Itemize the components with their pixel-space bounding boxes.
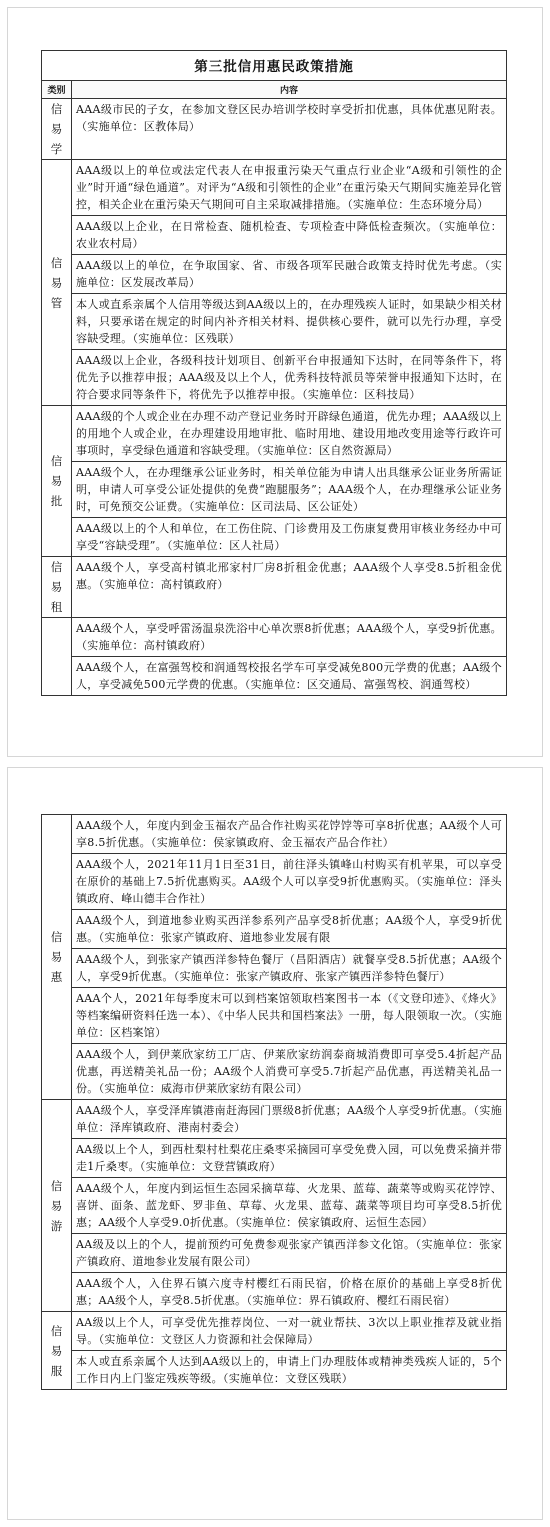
policy-table-part-1: [41, 50, 507, 696]
policy-text: AAA级以上的单位，在争取国家、省、市级各项军民融合政策支持时优先考虑。（实施单位：区发展改革局）: [72, 255, 507, 294]
policy-text: AAA级个人，年度内到运恒生态园采摘草莓、火龙果、蓝莓、蔬菜等或购买花饽饽、喜饼、面条、蓝龙虾、罗非鱼、草莓、火龙果、蓝莓、蔬菜等项目均可享受8.5折优惠；AA级个人享受9.0折优惠。（实施单位：侯家镇政府、运恒生态园）: [72, 1178, 507, 1234]
policy-row: [42, 1273, 507, 1312]
policy-text: AAA级个人，到伊莱欣家纺工厂店、伊莱欣家纺润泰商城消费即可享受5.4折起产品优惠，再送精美礼品一份；AA级个人消费可享受5.7折起产品优惠，再送精美礼品一份。（实施单位：威海市伊莱欣家纺有限公司）: [72, 1044, 507, 1100]
category-cell: [42, 1312, 72, 1390]
category-char: 信: [50, 1178, 63, 1193]
category-char: 信: [50, 560, 63, 574]
policy-text: AAA级以上的单位或法定代表人在申报重污染天气重点行业企业“A级和引领性的企业”时开通“绿色通道”。对评为“A级和引领性的企业”在重污染天气期间实施差异化管控，相关企业在重污染天气期间可自主采取减排措施。（实施单位：生态环境分局）: [72, 160, 507, 216]
policy-text: AAA级个人，享受呼雷汤温泉洗浴中心单次票8折优惠；AAA级个人，享受9折优惠。（实施单位：高村镇政府）: [72, 618, 507, 657]
policy-text: AAA个人，2021年每季度末可以到档案馆领取档案图书一本（《文登印迹》、《烽火》等档案编研资料任选一本）、《中华人民共和国档案法》一册，每人限领取一次。（实施单位：区档案馆）: [72, 988, 507, 1044]
policy-text: AAA级个人，2021年11月1日至31日，前往泽头镇峰山村购买有机苹果，可以享受在原价的基础上7.5折优惠购买。AA级个人可以享受9折优惠购买。（实施单位：泽头镇政府、峰山德丰合作社）: [72, 854, 507, 910]
category-char: 易: [50, 1198, 63, 1213]
policy-row: [42, 1139, 507, 1178]
policy-row: [42, 910, 507, 949]
policy-row: [42, 657, 507, 696]
category-char: 信: [50, 930, 63, 944]
category-char: 惠: [50, 970, 63, 984]
header-content: 内容: [72, 81, 507, 99]
policy-row: [42, 1044, 507, 1100]
document-page-1: [8, 8, 542, 756]
category-cell: [42, 815, 72, 1100]
category-cell: [42, 557, 72, 618]
category-char: 易: [50, 275, 63, 290]
category-char: 学: [50, 142, 63, 156]
category-cell: [42, 1100, 72, 1312]
policy-row: [42, 1351, 507, 1390]
policy-text: 本人或直系亲属个人信用等级达到AA级以上的，在办理残疾人证时，如果缺少相关材料，只要承诺在规定的时间内补齐相关材料、提供核心要件，就可以先行办理，享受容缺受理。（实施单位：区残联）: [72, 294, 507, 350]
policy-row: [42, 518, 507, 557]
category-char: 信: [50, 1323, 63, 1338]
category-char: 易: [50, 122, 63, 136]
header-category: 类别: [42, 81, 72, 99]
category-char: 游: [50, 1218, 63, 1233]
document-page-2: [8, 768, 542, 1519]
category-char: 易: [50, 474, 63, 488]
category-cell: [42, 406, 72, 557]
policy-text: AAA级的个人或企业在办理不动产登记业务时开辟绿色通道，优先办理；AAA级以上的用地个人或企业，在办理建设用地审批、临时用地、建设用地改变用途等行政许可事项时，享受绿色通道和容缺受理。（实施单位：区自然资源局）: [72, 406, 507, 462]
policy-row: [42, 854, 507, 910]
policy-row: [42, 618, 507, 657]
category-char: 信: [50, 102, 63, 116]
policy-row: [42, 216, 507, 255]
policy-table-part-2: [41, 814, 507, 1390]
category-char: 信: [50, 454, 63, 468]
policy-row: [42, 949, 507, 988]
category-char: 易: [50, 580, 63, 594]
policy-text: AAA级个人，在办理继承公证业务时，相关单位能为申请人出具继承公证业务所需证明，申请人可享受公证处提供的免费“跑腿服务”；AAA级个人，在办理继承公证业务时，可免预交公证费。（实施单位：区司法局、区公证处）: [72, 462, 507, 518]
policy-text: AAA级个人，享受高村镇北邢家村厂房8折租金优惠；AAA级个人享受8.5折租金优惠。（实施单位：高村镇政府）: [72, 557, 507, 618]
policy-text: AA级以上个人，可享受优先推荐岗位、一对一就业帮扶、3次以上职业推荐及就业指导。（实施单位：文登区人力资源和社会保障局）: [72, 1312, 507, 1351]
category-char: 管: [50, 295, 63, 310]
policy-text: AAA级个人，入住界石镇六度寺村樱红石雨民宿，价格在原价的基础上享受8折优惠；AA级个人，享受8.5折优惠。（实施单位：界石镇政府、樱红石雨民宿）: [72, 1273, 507, 1312]
policy-text: AAA级个人，到道地参业购买西洋参系列产品享受8折优惠；AA级个人，享受9折优惠。（实施单位：张家产镇政府、道地参业发展有限: [72, 910, 507, 949]
category-cell: [42, 99, 72, 160]
policy-text: AAA级市民的子女，在参加文登区民办培训学校时享受折扣优惠，具体优惠见附表。（实施单位：区教体局）: [72, 99, 507, 160]
document-title: 第三批信用惠民政策措施: [42, 51, 507, 81]
category-char: 易: [50, 950, 63, 964]
policy-row: [42, 350, 507, 406]
policy-row: [42, 1312, 507, 1351]
policy-text: AA级以上个人，到西杜梨村杜梨花庄桑枣采摘园可享受免费入园，可以免费采摘并带走1斤桑枣。（实施单位：文登营镇政府）: [72, 1139, 507, 1178]
policy-text: AAA级以上企业，各级科技计划项目、创新平台申报通知下达时，在同等条件下，将优先予以推荐申报；AAA级及以上个人，优秀科技特派员等荣誉申报通知下达时，在符合要求同等条件下，将优先予以推荐申报。（实施单位：区科技局）: [72, 350, 507, 406]
policy-text: AAA级个人，年度内到金玉福农产品合作社购买花饽饽等可享8折优惠；AA级个人可享8.5折优惠。（实施单位：侯家镇政府、金玉福农产品合作社）: [72, 815, 507, 854]
policy-text: AAA级个人，享受泽库镇港南赶海园门票级8折优惠；AA级个人享受9折优惠。（实施单位：泽库镇政府、港南村委会）: [72, 1100, 507, 1139]
policy-text: AAA级个人，到张家产镇西洋参特色餐厅（昌阳酒店）就餐享受8.5折优惠；AA级个人，享受9折优惠。（实施单位：张家产镇政府、张家产镇西洋参特色餐厅）: [72, 949, 507, 988]
category-cell: [42, 160, 72, 406]
policy-row: [42, 1234, 507, 1273]
category-cell: [42, 618, 72, 696]
policy-row: [42, 255, 507, 294]
policy-text: AAA级以上企业，在日常检查、随机检查、专项检查中降低检查频次。（实施单位：农业农村局）: [72, 216, 507, 255]
category-char: 信: [50, 255, 63, 270]
policy-row: [42, 99, 507, 160]
policy-row: [42, 294, 507, 350]
category-char: 租: [50, 600, 63, 614]
policy-row: [42, 557, 507, 618]
policy-row: [42, 160, 507, 216]
policy-text: 本人或直系亲属个人达到AA级以上的，申请上门办理肢体或精神类残疾人证的，5个工作日内上门鉴定残疾等级。（实施单位：文登区残联）: [72, 1351, 507, 1390]
policy-row: [42, 1100, 507, 1139]
policy-text: AA级及以上的个人，提前预约可免费参观张家产镇西洋参文化馆。（实施单位：张家产镇政府、道地参业发展有限公司）: [72, 1234, 507, 1273]
policy-row: [42, 815, 507, 854]
category-char: 易: [50, 1343, 63, 1358]
policy-text: AAA级以上的个人和单位，在工伤住院、门诊费用及工伤康复费用审核业务经办中可享受“容缺受理”。（实施单位：区人社局）: [72, 518, 507, 557]
category-char: 批: [50, 494, 63, 508]
policy-row: [42, 462, 507, 518]
policy-row: [42, 406, 507, 462]
category-char: 服: [50, 1363, 63, 1378]
policy-text: AAA级个人，在富强驾校和润通驾校报名学车可享受减免800元学费的优惠；AA级个人，享受减免500元学费的优惠。（实施单位：区交通局、富强驾校、润通驾校）: [72, 657, 507, 696]
policy-row: [42, 1178, 507, 1234]
policy-row: [42, 988, 507, 1044]
